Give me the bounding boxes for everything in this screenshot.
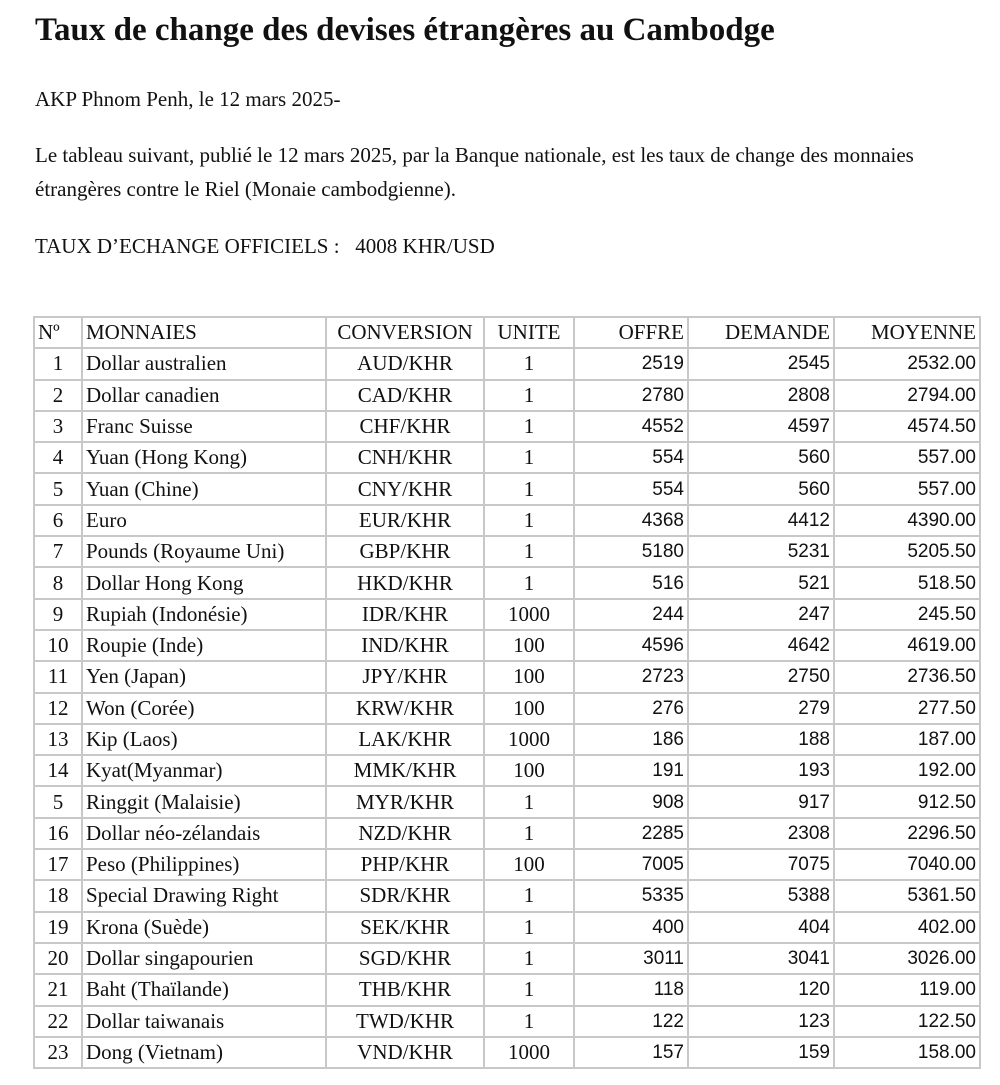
conversion-pair: TWD/KHR bbox=[326, 1006, 484, 1037]
row-number: 21 bbox=[34, 974, 82, 1005]
currency-name: Roupie (Inde) bbox=[82, 630, 326, 661]
ask-rate: 123 bbox=[688, 1006, 834, 1037]
bid-rate: 4552 bbox=[574, 411, 688, 442]
unit: 100 bbox=[484, 693, 574, 724]
currency-name: Kyat(Myanmar) bbox=[82, 755, 326, 786]
conversion-pair: LAK/KHR bbox=[326, 724, 484, 755]
unit: 1 bbox=[484, 567, 574, 598]
ask-rate: 188 bbox=[688, 724, 834, 755]
bid-rate: 4596 bbox=[574, 630, 688, 661]
bid-rate: 516 bbox=[574, 567, 688, 598]
table-header-row bbox=[34, 317, 980, 348]
row-number: 12 bbox=[34, 693, 82, 724]
currency-name: Dollar australien bbox=[82, 348, 326, 379]
table-row bbox=[34, 380, 980, 411]
average-rate: 119.00 bbox=[834, 974, 980, 1005]
ask-rate: 5388 bbox=[688, 880, 834, 911]
row-number: 5 bbox=[34, 473, 82, 504]
table-row bbox=[34, 974, 980, 1005]
header-average: MOYENNE bbox=[834, 317, 980, 348]
average-rate: 5205.50 bbox=[834, 536, 980, 567]
unit: 100 bbox=[484, 661, 574, 692]
average-rate: 557.00 bbox=[834, 442, 980, 473]
conversion-pair: AUD/KHR bbox=[326, 348, 484, 379]
currency-name: Won (Corée) bbox=[82, 693, 326, 724]
dateline: AKP Phnom Penh, le 12 mars 2025- bbox=[35, 87, 341, 111]
ask-rate: 560 bbox=[688, 442, 834, 473]
currency-name: Dollar singapourien bbox=[82, 943, 326, 974]
unit: 1 bbox=[484, 786, 574, 817]
currency-name: Franc Suisse bbox=[82, 411, 326, 442]
ask-rate: 5231 bbox=[688, 536, 834, 567]
bid-rate: 908 bbox=[574, 786, 688, 817]
unit: 1000 bbox=[484, 599, 574, 630]
average-rate: 122.50 bbox=[834, 1006, 980, 1037]
currency-name: Baht (Thaïlande) bbox=[82, 974, 326, 1005]
row-number: 10 bbox=[34, 630, 82, 661]
table-row bbox=[34, 880, 980, 911]
bid-rate: 157 bbox=[574, 1037, 688, 1068]
conversion-pair: IND/KHR bbox=[326, 630, 484, 661]
average-rate: 3026.00 bbox=[834, 943, 980, 974]
ask-rate: 7075 bbox=[688, 849, 834, 880]
average-rate: 402.00 bbox=[834, 912, 980, 943]
bid-rate: 3011 bbox=[574, 943, 688, 974]
conversion-pair: CAD/KHR bbox=[326, 380, 484, 411]
conversion-pair: THB/KHR bbox=[326, 974, 484, 1005]
ask-rate: 2750 bbox=[688, 661, 834, 692]
ask-rate: 521 bbox=[688, 567, 834, 598]
bid-rate: 186 bbox=[574, 724, 688, 755]
table-row bbox=[34, 630, 980, 661]
ask-rate: 3041 bbox=[688, 943, 834, 974]
average-rate: 158.00 bbox=[834, 1037, 980, 1068]
currency-name: Dollar Hong Kong bbox=[82, 567, 326, 598]
average-rate: 187.00 bbox=[834, 724, 980, 755]
row-number: 6 bbox=[34, 505, 82, 536]
row-number: 14 bbox=[34, 755, 82, 786]
ask-rate: 120 bbox=[688, 974, 834, 1005]
average-rate: 2736.50 bbox=[834, 661, 980, 692]
average-rate: 245.50 bbox=[834, 599, 980, 630]
table-row bbox=[34, 505, 980, 536]
conversion-pair: GBP/KHR bbox=[326, 536, 484, 567]
row-number: 23 bbox=[34, 1037, 82, 1068]
conversion-pair: CNY/KHR bbox=[326, 473, 484, 504]
currency-name: Dollar canadien bbox=[82, 380, 326, 411]
currency-name: Pounds (Royaume Uni) bbox=[82, 536, 326, 567]
average-rate: 7040.00 bbox=[834, 849, 980, 880]
ask-rate: 279 bbox=[688, 693, 834, 724]
average-rate: 2794.00 bbox=[834, 380, 980, 411]
average-rate: 192.00 bbox=[834, 755, 980, 786]
conversion-pair: VND/KHR bbox=[326, 1037, 484, 1068]
conversion-pair: IDR/KHR bbox=[326, 599, 484, 630]
conversion-pair: EUR/KHR bbox=[326, 505, 484, 536]
conversion-pair: CHF/KHR bbox=[326, 411, 484, 442]
table-row bbox=[34, 943, 980, 974]
average-rate: 518.50 bbox=[834, 567, 980, 598]
table-row bbox=[34, 1006, 980, 1037]
official-rate: TAUX D’ECHANGE OFFICIELS : 4008 KHR/USD bbox=[35, 234, 495, 258]
conversion-pair: HKD/KHR bbox=[326, 567, 484, 598]
bid-rate: 2723 bbox=[574, 661, 688, 692]
row-number: 3 bbox=[34, 411, 82, 442]
conversion-pair: SGD/KHR bbox=[326, 943, 484, 974]
average-rate: 4390.00 bbox=[834, 505, 980, 536]
unit: 1 bbox=[484, 411, 574, 442]
unit: 1 bbox=[484, 974, 574, 1005]
average-rate: 277.50 bbox=[834, 693, 980, 724]
header-currency: MONNAIES bbox=[82, 317, 326, 348]
currency-name: Dollar néo-zélandais bbox=[82, 818, 326, 849]
table-row bbox=[34, 849, 980, 880]
row-number: 8 bbox=[34, 567, 82, 598]
unit: 1000 bbox=[484, 1037, 574, 1068]
header-conversion: CONVERSION bbox=[326, 317, 484, 348]
page-title: Taux de change des devises étrangères au Cambodge bbox=[35, 12, 775, 48]
row-number: 20 bbox=[34, 943, 82, 974]
currency-name: Kip (Laos) bbox=[82, 724, 326, 755]
table-row bbox=[34, 442, 980, 473]
row-number: 2 bbox=[34, 380, 82, 411]
bid-rate: 2519 bbox=[574, 348, 688, 379]
ask-rate: 2308 bbox=[688, 818, 834, 849]
average-rate: 4574.50 bbox=[834, 411, 980, 442]
header-ask: DEMANDE bbox=[688, 317, 834, 348]
ask-rate: 404 bbox=[688, 912, 834, 943]
bid-rate: 118 bbox=[574, 974, 688, 1005]
unit: 100 bbox=[484, 630, 574, 661]
row-number: 11 bbox=[34, 661, 82, 692]
unit: 1 bbox=[484, 505, 574, 536]
unit: 1 bbox=[484, 943, 574, 974]
bid-rate: 5335 bbox=[574, 880, 688, 911]
bid-rate: 4368 bbox=[574, 505, 688, 536]
currency-name: Dollar taiwanais bbox=[82, 1006, 326, 1037]
ask-rate: 560 bbox=[688, 473, 834, 504]
conversion-pair: JPY/KHR bbox=[326, 661, 484, 692]
row-number: 16 bbox=[34, 818, 82, 849]
bid-rate: 2780 bbox=[574, 380, 688, 411]
row-number: 13 bbox=[34, 724, 82, 755]
conversion-pair: SDR/KHR bbox=[326, 880, 484, 911]
table-row bbox=[34, 786, 980, 817]
ask-rate: 193 bbox=[688, 755, 834, 786]
unit: 100 bbox=[484, 755, 574, 786]
header-unit: UNITE bbox=[484, 317, 574, 348]
table-row bbox=[34, 567, 980, 598]
table-row bbox=[34, 536, 980, 567]
row-number: 18 bbox=[34, 880, 82, 911]
unit: 1 bbox=[484, 380, 574, 411]
row-number: 1 bbox=[34, 348, 82, 379]
currency-name: Special Drawing Right bbox=[82, 880, 326, 911]
conversion-pair: PHP/KHR bbox=[326, 849, 484, 880]
average-rate: 912.50 bbox=[834, 786, 980, 817]
unit: 1 bbox=[484, 912, 574, 943]
currency-name: Yuan (Hong Kong) bbox=[82, 442, 326, 473]
table-row bbox=[34, 661, 980, 692]
average-rate: 4619.00 bbox=[834, 630, 980, 661]
currency-name: Yen (Japan) bbox=[82, 661, 326, 692]
currency-name: Ringgit (Malaisie) bbox=[82, 786, 326, 817]
ask-rate: 4642 bbox=[688, 630, 834, 661]
unit: 1 bbox=[484, 442, 574, 473]
unit: 1 bbox=[484, 348, 574, 379]
header-bid: OFFRE bbox=[574, 317, 688, 348]
table-row bbox=[34, 818, 980, 849]
bid-rate: 554 bbox=[574, 473, 688, 504]
table-row bbox=[34, 411, 980, 442]
currency-name: Yuan (Chine) bbox=[82, 473, 326, 504]
currency-name: Peso (Philippines) bbox=[82, 849, 326, 880]
conversion-pair: MYR/KHR bbox=[326, 786, 484, 817]
bid-rate: 7005 bbox=[574, 849, 688, 880]
bid-rate: 244 bbox=[574, 599, 688, 630]
ask-rate: 917 bbox=[688, 786, 834, 817]
bid-rate: 276 bbox=[574, 693, 688, 724]
ask-rate: 4412 bbox=[688, 505, 834, 536]
unit: 1 bbox=[484, 536, 574, 567]
row-number: 5 bbox=[34, 786, 82, 817]
table-row bbox=[34, 1037, 980, 1068]
currency-name: Euro bbox=[82, 505, 326, 536]
bid-rate: 191 bbox=[574, 755, 688, 786]
conversion-pair: SEK/KHR bbox=[326, 912, 484, 943]
unit: 1 bbox=[484, 1006, 574, 1037]
header-number: Nº bbox=[34, 317, 82, 348]
table-row bbox=[34, 599, 980, 630]
intro-paragraph: Le tableau suivant, publié le 12 mars 2025, par la Banque nationale, est les taux de change des monnaies étrangères contre le Riel (Monaie cambodgienne). bbox=[35, 143, 914, 201]
row-number: 22 bbox=[34, 1006, 82, 1037]
row-number: 4 bbox=[34, 442, 82, 473]
table-row bbox=[34, 912, 980, 943]
average-rate: 2532.00 bbox=[834, 348, 980, 379]
ask-rate: 159 bbox=[688, 1037, 834, 1068]
row-number: 9 bbox=[34, 599, 82, 630]
average-rate: 5361.50 bbox=[834, 880, 980, 911]
currency-name: Dong (Vietnam) bbox=[82, 1037, 326, 1068]
ask-rate: 2808 bbox=[688, 380, 834, 411]
ask-rate: 2545 bbox=[688, 348, 834, 379]
ask-rate: 247 bbox=[688, 599, 834, 630]
ask-rate: 4597 bbox=[688, 411, 834, 442]
average-rate: 2296.50 bbox=[834, 818, 980, 849]
bid-rate: 2285 bbox=[574, 818, 688, 849]
currency-name: Rupiah (Indonésie) bbox=[82, 599, 326, 630]
conversion-pair: MMK/KHR bbox=[326, 755, 484, 786]
average-rate: 557.00 bbox=[834, 473, 980, 504]
row-number: 7 bbox=[34, 536, 82, 567]
bid-rate: 400 bbox=[574, 912, 688, 943]
unit: 1 bbox=[484, 880, 574, 911]
table-row bbox=[34, 724, 980, 755]
conversion-pair: CNH/KHR bbox=[326, 442, 484, 473]
bid-rate: 5180 bbox=[574, 536, 688, 567]
row-number: 19 bbox=[34, 912, 82, 943]
bid-rate: 122 bbox=[574, 1006, 688, 1037]
unit: 100 bbox=[484, 849, 574, 880]
unit: 1 bbox=[484, 818, 574, 849]
unit: 1 bbox=[484, 473, 574, 504]
row-number: 17 bbox=[34, 849, 82, 880]
conversion-pair: KRW/KHR bbox=[326, 693, 484, 724]
table-row bbox=[34, 473, 980, 504]
table-body bbox=[34, 348, 980, 1068]
bid-rate: 554 bbox=[574, 442, 688, 473]
table-row bbox=[34, 755, 980, 786]
table-row bbox=[34, 348, 980, 379]
table-row bbox=[34, 693, 980, 724]
exchange-rate-table bbox=[33, 316, 981, 1069]
conversion-pair: NZD/KHR bbox=[326, 818, 484, 849]
unit: 1000 bbox=[484, 724, 574, 755]
currency-name: Krona (Suède) bbox=[82, 912, 326, 943]
